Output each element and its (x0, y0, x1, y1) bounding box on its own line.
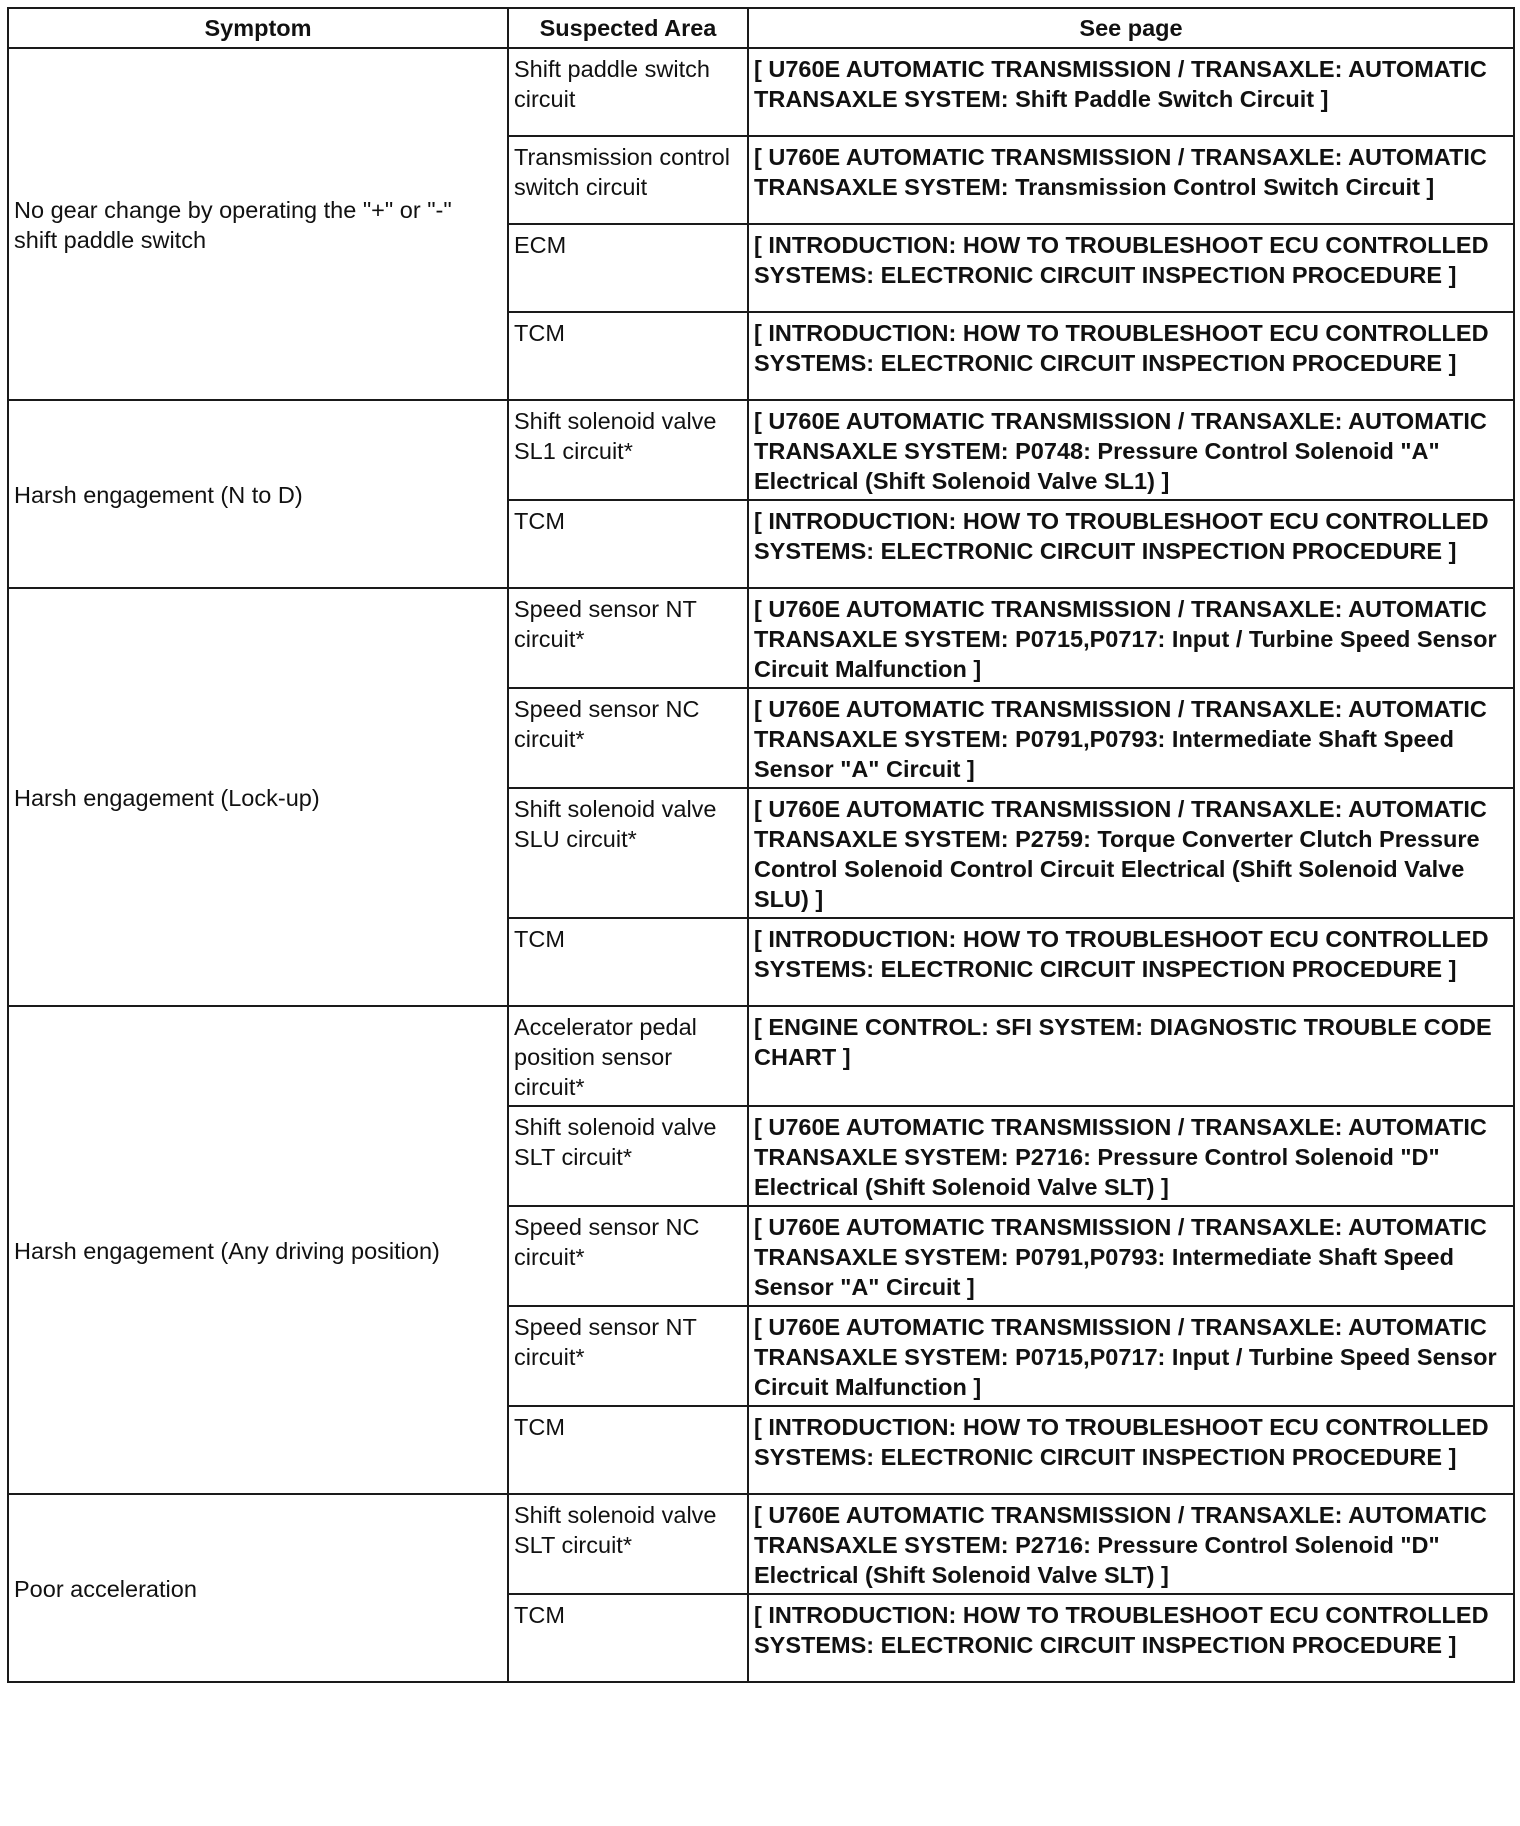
suspected-area-cell: Speed sensor NT circuit* (508, 1306, 748, 1406)
symptom-cell: Harsh engagement (Any driving position) (8, 1006, 508, 1494)
symptom-cell: No gear change by operating the "+" or "-" shift paddle switch (8, 48, 508, 400)
suspected-area-cell: Shift solenoid valve SLT circuit* (508, 1494, 748, 1594)
see-page-cell: [ U760E AUTOMATIC TRANSMISSION / TRANSAXLE: AUTOMATIC TRANSAXLE SYSTEM: P2716: Pressure Control Solenoid "D" Electrical (Shift Solenoid Valve SLT) ] (748, 1494, 1514, 1594)
suspected-area-cell: Speed sensor NT circuit* (508, 588, 748, 688)
see-page-cell: [ U760E AUTOMATIC TRANSMISSION / TRANSAXLE: AUTOMATIC TRANSAXLE SYSTEM: P0791,P0793: Intermediate Shaft Speed Sensor "A" Circuit ] (748, 688, 1514, 788)
see-page-cell: [ U760E AUTOMATIC TRANSMISSION / TRANSAXLE: AUTOMATIC TRANSAXLE SYSTEM: Shift Paddle Switch Circuit ] (748, 48, 1514, 136)
table-row (8, 400, 1514, 500)
column-header-symptom: Symptom (8, 8, 508, 48)
column-header-see-page: See page (748, 8, 1514, 48)
see-page-cell: [ U760E AUTOMATIC TRANSMISSION / TRANSAXLE: AUTOMATIC TRANSAXLE SYSTEM: P2716: Pressure Control Solenoid "D" Electrical (Shift Solenoid Valve SLT) ] (748, 1106, 1514, 1206)
suspected-area-cell: Speed sensor NC circuit* (508, 688, 748, 788)
see-page-cell: [ INTRODUCTION: HOW TO TROUBLESHOOT ECU CONTROLLED SYSTEMS: ELECTRONIC CIRCUIT INSPECTION PROCEDURE ] (748, 1594, 1514, 1682)
see-page-cell: [ INTRODUCTION: HOW TO TROUBLESHOOT ECU CONTROLLED SYSTEMS: ELECTRONIC CIRCUIT INSPECTION PROCEDURE ] (748, 224, 1514, 312)
symptom-cell: Poor acceleration (8, 1494, 508, 1682)
see-page-cell: [ INTRODUCTION: HOW TO TROUBLESHOOT ECU CONTROLLED SYSTEMS: ELECTRONIC CIRCUIT INSPECTION PROCEDURE ] (748, 500, 1514, 588)
header-row (8, 8, 1514, 48)
suspected-area-cell: TCM (508, 500, 748, 588)
see-page-cell: [ U760E AUTOMATIC TRANSMISSION / TRANSAXLE: AUTOMATIC TRANSAXLE SYSTEM: P0791,P0793: Intermediate Shaft Speed Sensor "A" Circuit ] (748, 1206, 1514, 1306)
suspected-area-cell: Shift solenoid valve SLU circuit* (508, 788, 748, 918)
suspected-area-cell: Shift paddle switch circuit (508, 48, 748, 136)
see-page-cell: [ INTRODUCTION: HOW TO TROUBLESHOOT ECU CONTROLLED SYSTEMS: ELECTRONIC CIRCUIT INSPECTION PROCEDURE ] (748, 312, 1514, 400)
column-header-suspected-area: Suspected Area (508, 8, 748, 48)
see-page-cell: [ U760E AUTOMATIC TRANSMISSION / TRANSAXLE: AUTOMATIC TRANSAXLE SYSTEM: P0715,P0717: Input / Turbine Speed Sensor Circuit Malfunction ] (748, 1306, 1514, 1406)
suspected-area-cell: TCM (508, 1594, 748, 1682)
see-page-cell: [ ENGINE CONTROL: SFI SYSTEM: DIAGNOSTIC TROUBLE CODE CHART ] (748, 1006, 1514, 1106)
troubleshooting-table (7, 7, 1515, 1683)
symptom-cell: Harsh engagement (N to D) (8, 400, 508, 588)
see-page-cell: [ U760E AUTOMATIC TRANSMISSION / TRANSAXLE: AUTOMATIC TRANSAXLE SYSTEM: P0715,P0717: Input / Turbine Speed Sensor Circuit Malfunction ] (748, 588, 1514, 688)
table-row (8, 48, 1514, 136)
suspected-area-cell: Speed sensor NC circuit* (508, 1206, 748, 1306)
suspected-area-cell: Accelerator pedal position sensor circuit* (508, 1006, 748, 1106)
see-page-cell: [ U760E AUTOMATIC TRANSMISSION / TRANSAXLE: AUTOMATIC TRANSAXLE SYSTEM: P0748: Pressure Control Solenoid "A" Electrical (Shift Solenoid Valve SL1) ] (748, 400, 1514, 500)
symptom-cell: Harsh engagement (Lock-up) (8, 588, 508, 1006)
suspected-area-cell: Shift solenoid valve SLT circuit* (508, 1106, 748, 1206)
suspected-area-cell: TCM (508, 1406, 748, 1494)
table-row (8, 1006, 1514, 1106)
table-row (8, 1494, 1514, 1594)
suspected-area-cell: Transmission control switch circuit (508, 136, 748, 224)
suspected-area-cell: Shift solenoid valve SL1 circuit* (508, 400, 748, 500)
see-page-cell: [ INTRODUCTION: HOW TO TROUBLESHOOT ECU CONTROLLED SYSTEMS: ELECTRONIC CIRCUIT INSPECTION PROCEDURE ] (748, 918, 1514, 1006)
table-header (8, 8, 1514, 48)
see-page-cell: [ U760E AUTOMATIC TRANSMISSION / TRANSAXLE: AUTOMATIC TRANSAXLE SYSTEM: Transmission Control Switch Circuit ] (748, 136, 1514, 224)
see-page-cell: [ U760E AUTOMATIC TRANSMISSION / TRANSAXLE: AUTOMATIC TRANSAXLE SYSTEM: P2759: Torque Converter Clutch Pressure Control Solenoid Control Circuit Electrical (Shift Solenoid Valve SLU) ] (748, 788, 1514, 918)
suspected-area-cell: TCM (508, 918, 748, 1006)
suspected-area-cell: TCM (508, 312, 748, 400)
suspected-area-cell: ECM (508, 224, 748, 312)
table-body (8, 48, 1514, 1682)
see-page-cell: [ INTRODUCTION: HOW TO TROUBLESHOOT ECU CONTROLLED SYSTEMS: ELECTRONIC CIRCUIT INSPECTION PROCEDURE ] (748, 1406, 1514, 1494)
table-row (8, 588, 1514, 688)
